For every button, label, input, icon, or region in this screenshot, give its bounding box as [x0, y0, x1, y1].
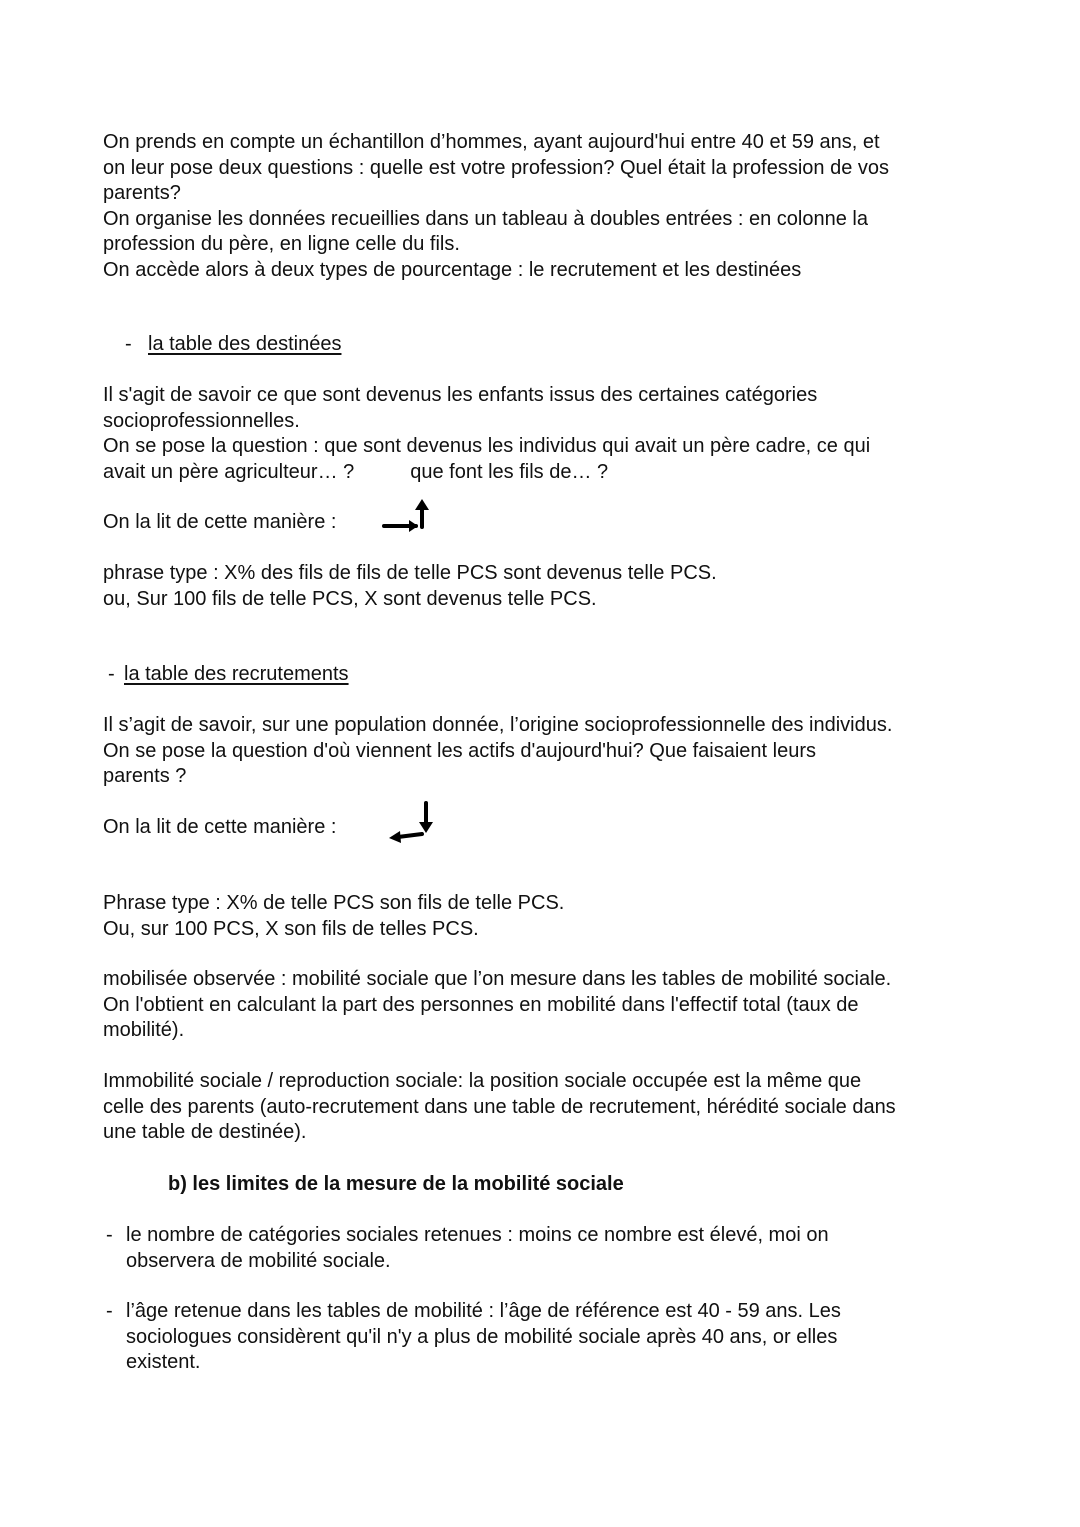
- text-line: On se pose la question : que sont devenus les individus qui avait un père cadre, ce qui: [103, 435, 871, 457]
- section-heading-limites: b) les limites de la mesure de la mobilité sociale: [168, 1173, 624, 1195]
- text-line: phrase type : X% des fils de fils de telle PCS sont devenus telle PCS.: [103, 562, 717, 584]
- list-item: [126, 1299, 1026, 1376]
- text-line: profession du père, en ligne celle du fils.: [103, 233, 460, 255]
- text-line: socioprofessionnelles.: [103, 409, 300, 432]
- text-line: On accède alors à deux types de pourcentage : le recrutement et les destinées: [103, 258, 802, 281]
- text-line: On organise les données recueillies dans un tableau à doubles entrées : en colonne la: [103, 207, 868, 230]
- text-line: Phrase type : X% de telle PCS son fils de telle PCS.: [103, 892, 565, 914]
- intro-paragraph: [103, 130, 1003, 283]
- question-text: avait un père agriculteur… ?: [103, 460, 355, 483]
- text-line: ou, Sur 100 fils de telle PCS, X sont devenus telle PCS.: [103, 587, 597, 610]
- right-then-up-arrow-icon: [382, 496, 434, 536]
- list-item: [126, 1223, 1026, 1274]
- bullet-dash: -: [108, 663, 115, 685]
- text-line: Immobilité sociale / reproduction sociale: la position sociale occupée est la même que: [103, 1070, 862, 1092]
- text-line: parents ?: [103, 765, 187, 787]
- section-heading-recrutements: la table des recrutements: [124, 663, 349, 685]
- immobilite-paragraph: [103, 1069, 1003, 1146]
- text-line: Il s’agit de savoir, sur une population donnée, l’origine socioprofessionnelle des individus.: [103, 714, 893, 736]
- question-tail: que font les fils de… ?: [410, 460, 609, 483]
- bullet-dash: -: [106, 1300, 113, 1322]
- text-line: On prends en compte un échantillon d’hommes, ayant aujourd'hui entre 40 et 59 ans, et: [103, 131, 880, 153]
- read-label: On la lit de cette manière :: [103, 511, 337, 533]
- text-line: Ou, sur 100 PCS, X son fils de telles PCS.: [103, 917, 479, 940]
- down-then-left-arrow-icon: [386, 800, 438, 846]
- text-line: le nombre de catégories sociales retenues : moins ce nombre est élevé, moi on: [126, 1224, 829, 1246]
- text-line: mobilité).: [103, 1019, 185, 1041]
- text-line: une table de destinée).: [103, 1121, 307, 1143]
- section-heading-destinees: la table des destinées: [148, 333, 342, 355]
- text-line: celle des parents (auto-recrutement dans une table de recrutement, hérédité sociale dans: [103, 1095, 896, 1118]
- text-line: existent.: [126, 1351, 201, 1373]
- text-line: On se pose la question d'où viennent les actifs d'aujourd'hui? Que faisaient leurs: [103, 739, 817, 762]
- recrutements-paragraph: [103, 713, 1003, 790]
- recrutements-phrase-type: [103, 891, 1003, 942]
- text-line: mobilisée observée : mobilité sociale que l’on mesure dans les tables de mobilité sociale.: [103, 968, 892, 990]
- destinees-phrase-type: [103, 561, 1003, 612]
- bullet-dash: -: [125, 333, 132, 355]
- mobilite-observee-paragraph: [103, 967, 1003, 1044]
- text-line: On l'obtient en calculant la part des personnes en mobilité dans l'effectif total (taux de: [103, 993, 859, 1016]
- bullet-dash: -: [106, 1224, 113, 1246]
- read-label: On la lit de cette manière :: [103, 816, 337, 838]
- text-line: sociologues considèrent qu'il n'y a plus de mobilité sociale après 40 ans, or elles: [126, 1325, 838, 1348]
- text-line: [103, 460, 1003, 486]
- text-line: on leur pose deux questions : quelle est votre profession? Quel était la profession de vos: [103, 156, 890, 179]
- text-line: observera de mobilité sociale.: [126, 1249, 391, 1272]
- text-line: parents?: [103, 182, 181, 204]
- text-line: Il s'agit de savoir ce que sont devenus les enfants issus des certaines catégories: [103, 384, 818, 406]
- text-line: l’âge retenue dans les tables de mobilité : l’âge de référence est 40 - 59 ans. Les: [126, 1300, 841, 1322]
- destinees-paragraph: [103, 383, 1003, 485]
